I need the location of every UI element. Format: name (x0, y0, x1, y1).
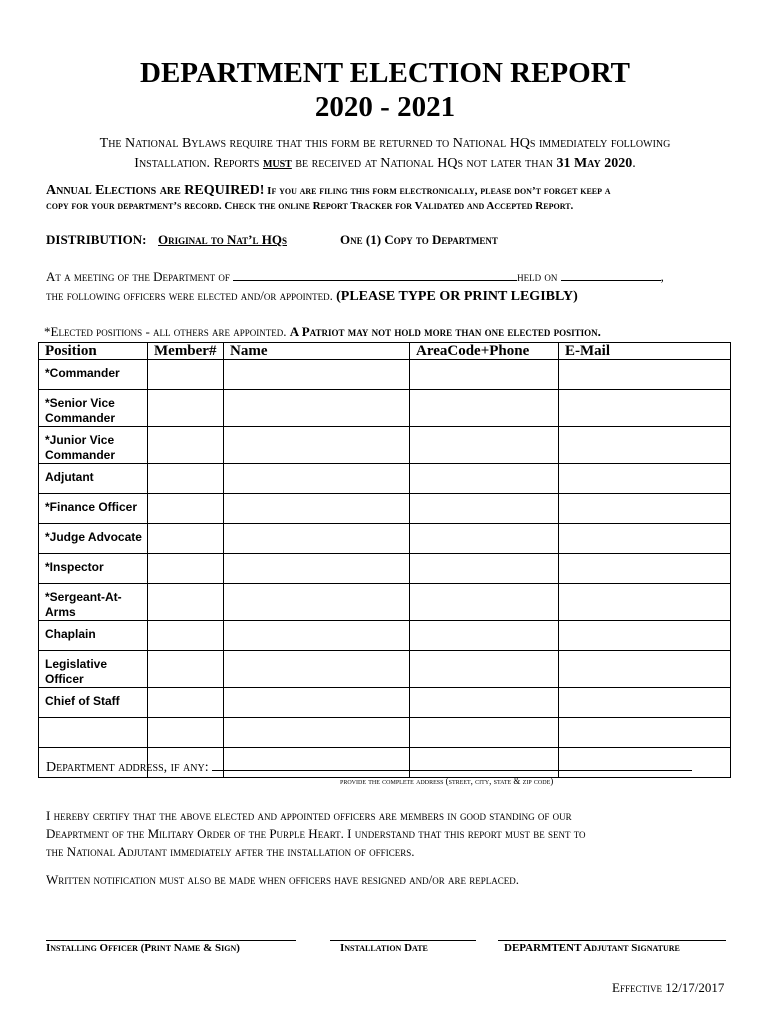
meeting-line-1 (46, 268, 664, 285)
email-cell[interactable] (559, 584, 731, 621)
phone-cell[interactable] (410, 718, 559, 748)
name-cell[interactable] (224, 360, 410, 390)
name-cell[interactable] (224, 494, 410, 524)
notice-line-2 (0, 156, 770, 172)
name-cell[interactable] (224, 554, 410, 584)
header-position: Position (39, 343, 148, 360)
member-number-cell[interactable] (148, 427, 224, 464)
name-cell[interactable] (224, 427, 410, 464)
table-row (39, 584, 731, 621)
table-row (39, 554, 731, 584)
annual-lead: Annual Elections are REQUIRED! (46, 183, 265, 198)
table-row (39, 427, 731, 464)
table-row (39, 494, 731, 524)
effective-date: Effective 12/17/2017 (612, 980, 725, 995)
member-number-cell[interactable] (148, 390, 224, 427)
installing-officer-label: Installing Officer (Print Name & Sign) (46, 942, 240, 954)
header-member-number: Member# (148, 343, 224, 360)
member-number-cell[interactable] (148, 524, 224, 554)
member-number-cell[interactable] (148, 651, 224, 688)
position-cell: *Finance Officer (39, 494, 148, 524)
position-cell: *Junior Vice Commander (39, 427, 148, 464)
phone-cell[interactable] (410, 464, 559, 494)
annual-line-2: copy for your department’s record. Check the online Report Tracker for Validated and Accepted Report. (46, 200, 574, 212)
meeting-prefix: At a meeting of the Department of (46, 269, 230, 284)
certify-line-1: I hereby certify that the above elected and appointed officers are members in good standing of our (46, 808, 572, 823)
email-cell[interactable] (559, 390, 731, 427)
phone-cell[interactable] (410, 360, 559, 390)
page-title: DEPARTMENT ELECTION REPORT (140, 57, 630, 89)
email-cell[interactable] (559, 464, 731, 494)
installing-officer-signature-line[interactable] (46, 940, 296, 941)
elected-note (44, 324, 601, 340)
print-legibly: (PLEASE TYPE OR PRINT LEGIBLY) (336, 289, 578, 304)
name-cell[interactable] (224, 651, 410, 688)
position-cell: *Judge Advocate (39, 524, 148, 554)
annual-line-1 (46, 182, 611, 199)
email-cell[interactable] (559, 554, 731, 584)
email-cell[interactable] (559, 427, 731, 464)
name-cell[interactable] (224, 464, 410, 494)
name-cell[interactable] (224, 584, 410, 621)
distribution-original: Original to Nat’l HQs (158, 232, 287, 247)
table-row (39, 464, 731, 494)
email-cell[interactable] (559, 494, 731, 524)
notice-deadline: 31 May 2020 (556, 156, 633, 171)
held-on-date-field[interactable] (561, 268, 661, 281)
notice-line-1: The National Bylaws require that this form be returned to National HQs immediately following (99, 136, 671, 151)
position-cell: Legislative Officer (39, 651, 148, 688)
name-cell[interactable] (224, 688, 410, 718)
phone-cell[interactable] (410, 584, 559, 621)
email-cell[interactable] (559, 621, 731, 651)
name-cell[interactable] (224, 390, 410, 427)
address-label: Department address, if any: (46, 760, 209, 775)
member-number-cell[interactable] (148, 688, 224, 718)
header-phone: AreaCode+Phone (410, 343, 559, 360)
distribution-copy: One (1) Copy to Department (340, 232, 498, 247)
officer-rows (39, 360, 731, 778)
notice-line-2-end: . (632, 156, 636, 171)
member-number-cell[interactable] (148, 554, 224, 584)
notice-line-2-a: Installation. Reports (134, 156, 263, 171)
table-row (39, 524, 731, 554)
table-row (39, 360, 731, 390)
phone-cell[interactable] (410, 554, 559, 584)
installation-date-label: Installation Date (340, 942, 428, 954)
phone-cell[interactable] (410, 688, 559, 718)
meeting-comma: , (660, 269, 664, 284)
adjutant-signature-line[interactable] (498, 940, 726, 941)
email-cell[interactable] (559, 524, 731, 554)
installation-date-line[interactable] (330, 940, 476, 941)
notice-line-2-b: be received at National HQs not later than (291, 156, 557, 171)
adjutant-signature-label: DEPARMTENT Adjutant Signature (504, 942, 680, 954)
position-cell: *Commander (39, 360, 148, 390)
officers-table (38, 342, 731, 778)
elected-note-bold: A Patriot may not hold more than one elected position. (289, 324, 601, 339)
position-cell: Chief of Staff (39, 688, 148, 718)
table-row (39, 621, 731, 651)
table-row (39, 688, 731, 718)
phone-cell[interactable] (410, 621, 559, 651)
email-cell[interactable] (559, 688, 731, 718)
elected-note-text: *Elected positions - all others are appointed. (44, 324, 287, 339)
department-name-field[interactable] (233, 268, 517, 281)
certify-line-2: Deaprtment of the Military Order of the Purple Heart. I understand that this report must be sent to (46, 826, 586, 841)
annual-line-1-rest: If you are filing this form electronically, please don’t forget keep a (264, 185, 611, 197)
email-cell[interactable] (559, 360, 731, 390)
email-cell[interactable] (559, 651, 731, 688)
table-header-row (39, 343, 731, 360)
certify-line-3: the National Adjutant immediately after the installation of officers. (46, 844, 415, 859)
member-number-cell[interactable] (148, 494, 224, 524)
notice-must: must (262, 156, 292, 171)
address-field[interactable] (212, 758, 692, 771)
meeting-line-2 (46, 288, 578, 305)
address-line (46, 758, 692, 776)
member-number-cell[interactable] (148, 621, 224, 651)
position-cell: Chaplain (39, 621, 148, 651)
position-cell: Adjutant (39, 464, 148, 494)
address-hint: provide the complete address (street, city, state & zip code) (340, 776, 554, 786)
member-number-cell[interactable] (148, 718, 224, 748)
report-year: 2020 - 2021 (314, 91, 456, 123)
position-cell: *Sergeant-At-Arms (39, 584, 148, 621)
name-cell[interactable] (224, 524, 410, 554)
header-name: Name (224, 343, 410, 360)
meeting-line-2-text: the following officers were elected and/or appointed. (46, 288, 333, 303)
member-number-cell[interactable] (148, 584, 224, 621)
meeting-held-on: held on (517, 269, 558, 284)
phone-cell[interactable] (410, 651, 559, 688)
name-cell[interactable] (224, 621, 410, 651)
email-cell[interactable] (559, 718, 731, 748)
phone-cell[interactable] (410, 427, 559, 464)
position-cell: *Senior Vice Commander (39, 390, 148, 427)
table-row (39, 390, 731, 427)
member-number-cell[interactable] (148, 360, 224, 390)
written-notification: Written notification must also be made when officers have resigned and/or are replaced. (46, 872, 519, 887)
table-row (39, 651, 731, 688)
distribution-label: DISTRIBUTION: (46, 232, 147, 247)
table-row (39, 718, 731, 748)
position-cell (39, 718, 148, 748)
position-cell: *Inspector (39, 554, 148, 584)
phone-cell[interactable] (410, 494, 559, 524)
header-email: E-Mail (559, 343, 731, 360)
phone-cell[interactable] (410, 390, 559, 427)
phone-cell[interactable] (410, 524, 559, 554)
member-number-cell[interactable] (148, 464, 224, 494)
name-cell[interactable] (224, 718, 410, 748)
